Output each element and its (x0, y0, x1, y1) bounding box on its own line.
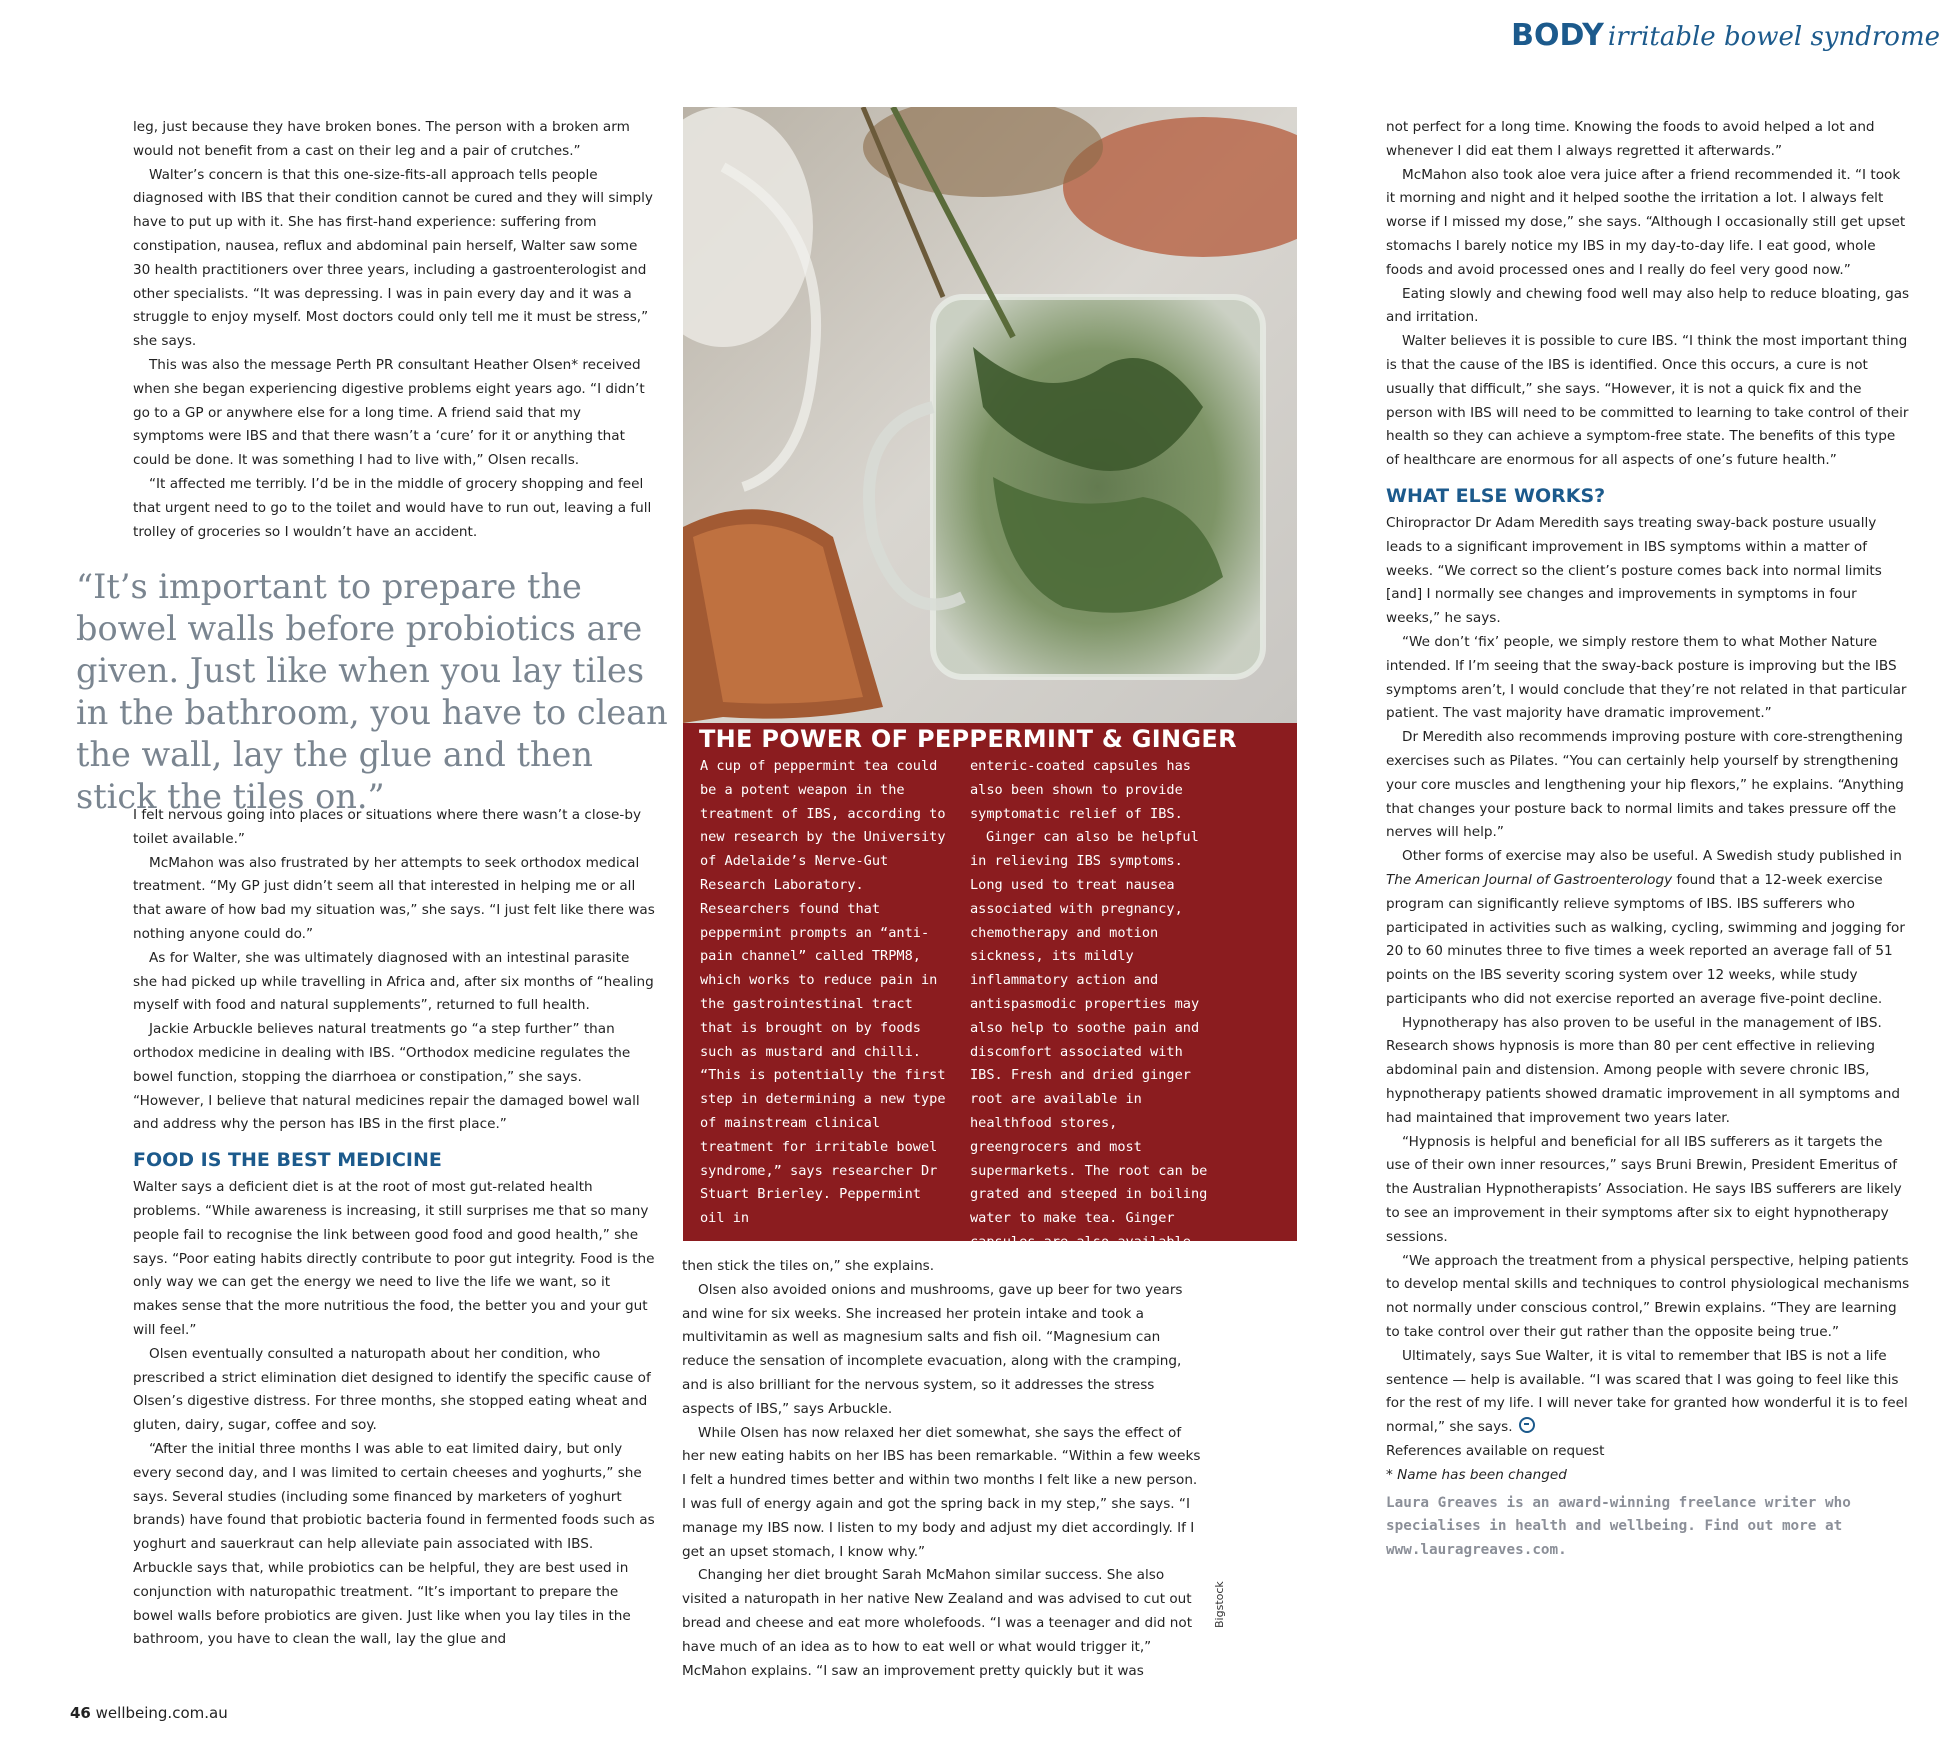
sidebar-title: THE POWER OF PEPPERMINT & GINGER (699, 725, 1237, 753)
page-footer (70, 1704, 228, 1722)
paragraph: “Hypnosis is helpful and beneficial for all IBS sufferers as it targets the use of their own inner resources,” says Bruni Brewin, President Emeritus of the Australian Hypnotherapists’ Association. He says IBS sufferers are likely to see an improvement in their symptoms after six to eight hypnotherapy sessions. (1386, 1133, 1902, 1245)
section-label: BODY (1511, 18, 1604, 53)
paragraph: Dr Meredith also recommends improving posture with core-strengthening exercises such as Pilates. “You can certainly help yourself by strengthening your core muscles and lengthening your hip flexors,” he explains. “Anything that changes your posture back to normal limits and takes pressure off the nerves will help.” (1386, 729, 1904, 841)
paragraph: not perfect for a long time. Knowing the foods to avoid helped a lot and whenever I did eat them I always regretted it afterwards.” (1386, 119, 1875, 159)
section-topic: irritable bowel syndrome (1607, 22, 1940, 52)
text: Other forms of exercise may also be useful. A Swedish study published in (1402, 848, 1902, 865)
paragraph: As for Walter, she was ultimately diagnosed with an intestinal parasite she had picked up while travelling in Africa and, after six months of “healing myself with food and natural supplements”, returned to full health. (133, 949, 654, 1014)
page-number: 46 (70, 1704, 91, 1722)
paragraph: Jackie Arbuckle believes natural treatments go “a step further” than orthodox medicine in dealing with IBS. “Orthodox medicine regulates the bowel function, stopping the diarrhoea or constipation,” she says. “However, I believe that natural medicines repair the damaged bowel wall and address why the person has IBS in the first place.” (133, 1021, 640, 1133)
column-1-bottom (133, 804, 655, 1652)
end-mark-icon (1519, 1417, 1535, 1433)
paragraph: Olsen also avoided onions and mushrooms, gave up beer for two years and wine for six weeks. She increased her protein intake and took a multivitamin as well as magnesium salts and fish oil. “Magnesium can reduce the sensation of incomplete evacuation, along with the cramping, and is also brilliant for the nervous system, so it addresses the stress aspects of IBS,” says Arbuckle. (682, 1281, 1183, 1417)
paragraph: I felt nervous going into places or situations where there wasn’t a close-by toilet available.” (133, 807, 641, 847)
section-header (1511, 18, 1940, 53)
paragraph: McMahon also took aloe vera juice after a friend recommended it. “I took it morning and night and it helped soothe the irritation a lot. I always felt worse if I missed my dose,” she says. “Although I occasionally still get upset stomachs I barely notice my IBS in my day-to-day life. I eat good, whole foods and avoid processed ones and I really do feel very good now.” (1386, 166, 1906, 278)
text: found that a 12-week exercise program can significantly relieve symptoms of IBS. IBS sufferers who participated in activities such as walking, cycling, swimming and jogging for 20 to 60 minutes three to five times a week reported an average fall of 51 points on the IBS severity scoring system over 12 weeks, while study participants who did not exercise reported an average five-point decline. (1386, 871, 1905, 1007)
sidebar-paragraph: enteric-coated capsules has also been shown to provide symptomatic relief of IBS. (970, 758, 1191, 822)
journal-title: The American Journal of Gastroenterology (1386, 871, 1673, 888)
paragraph-final (1386, 1345, 1910, 1440)
sidebar-paragraph: A cup of peppermint tea could be a potent weapon in the treatment of IBS, according to new research by the University of Adelaide’s Nerve-Gut Research Laboratory. Researchers found that peppermint prompts an “anti-pain channel” called TRPM8, which works to reduce pain in the gastrointestinal tract that is brought on by foods such as mustard and chilli. “This is potentially the first step in determining a new type of mainstream clinical treatment for irritable bowel syndrome,” says researcher Dr Stuart Brierley. Peppermint oil in (700, 758, 946, 1227)
paragraph: Chiropractor Dr Adam Meredith says treating sway-back posture usually leads to a significant improvement in IBS symptoms within a matter of weeks. “We correct so the client’s posture comes back into normal limits [and] I normally see changes and improvements in symptoms in four weeks,” he says. (1386, 514, 1882, 627)
paragraph-exercise (1386, 845, 1910, 1012)
paragraph: Hypnotherapy has also proven to be useful in the management of IBS. Research shows hypnosis is more than 80 per cent effective in relieving abdominal pain and distension. Among people with severe chronic IBS, hypnotherapy patients showed dramatic improvement in all symptoms and had maintained that improvement two years later. (1386, 1014, 1901, 1126)
pull-quote: “It’s important to prepare the bowel walls before probiotics are given. Just like when you lay tiles in the bathroom, you have to clean the wall, lay the glue and then stick the tiles on.” (76, 567, 668, 816)
paragraph: Walter says a deficient diet is at the root of most gut-related health problems. “While awareness is increasing, it still surprises me that so many people fail to recognise the link between good food and good health,” she says. “Poor eating habits directly contribute to poor gut integrity. Food is the only way we can get the energy we need to live the life we want, so it makes sense that the more nutritious the food, the better you and your gut will feel.” (133, 1179, 655, 1338)
paragraph: While Olsen has now relaxed her diet somewhat, she says the effect of her new eating habits on her IBS has been remarkable. “Within a few weeks I felt a hundred times better and within two months I felt like a new person. I was full of energy again and got the spring back in my step,” she says. “I manage my IBS now. I listen to my body and adjust my diet accordingly. If I get an upset stomach, I know why.” (682, 1424, 1201, 1560)
name-changed-note: * Name has been changed (1386, 1466, 1567, 1483)
paragraph: This was also the message Perth PR consultant Heather Olsen* received when she began experiencing digestive problems eight years ago. “I didn’t go to a GP or anywhere else for a long time. A friend said that my symptoms were IBS and that there wasn’t a ‘cure’ for it or anything that could be done. It was something I had to live with,” Olsen recalls. (133, 356, 645, 469)
paragraph: Walter believes it is possible to cure IBS. “I think the most important thing is that the cause of the IBS is identified. Once this occurs, a cure is not usually that difficult,” she says. “However, it is not a quick fix and the person with IBS will need to be committed to learning to take control of their health so they can achieve a symptom-free state. The benefits of this type of healthcare are enormous for all aspects of one’s future health.” (1386, 333, 1909, 469)
column-1-top (133, 116, 655, 544)
author-bio: Laura Greaves is an award-winning freelance writer who specialises in health and wellbeing. Find out more at www.lauragreaves.com. (1386, 1494, 1851, 1559)
sidebar-column-2 (970, 755, 1220, 1279)
column-2-bottom (682, 1255, 1202, 1683)
sidebar-column-1 (700, 755, 950, 1231)
sidebar-paragraph: Ginger can also be helpful in relieving IBS symptoms. Long used to treat nausea associated with pregnancy, chemotherapy and motion sickness, its mildly inflammatory action and antispasmodic properties may also help to soothe pain and discomfort associated with IBS. Fresh and dried ginger root are available in healthfood stores, greengrocers and most supermarkets. The root can be grated and steeped in boiling water to make tea. Ginger capsules are also available from healthfood stores. (970, 829, 1208, 1274)
paragraph: McMahon was also frustrated by her attempts to seek orthodox medical treatment. “My GP just didn’t seem all that interested in helping me or all that aware of how bad my situation was,” she says. “I just felt like there was nothing anyone could do.” (133, 854, 655, 942)
subhead-food-medicine: FOOD IS THE BEST MEDICINE (133, 1149, 442, 1172)
paragraph: “We approach the treatment from a physical perspective, helping patients to develop mental skills and techniques to control physiological mechanisms not normally under conscious control,” Brewin explains. “They are learning to take control over their gut rather than the opposite being true.” (1386, 1252, 1910, 1341)
paragraph: Walter’s concern is that this one-size-fits-all approach tells people diagnosed with IBS that their condition cannot be cured and they will simply have to put up with it. She has first-hand experience: suffering from constipation, nausea, reflux and abdominal pain herself, Walter saw some 30 health practitioners over three years, including a gastroenterologist and other specialists. “It was depressing. I was in pain every day and it was a struggle to enjoy myself. Most doctors could only tell me it must be stress,” she says. (133, 166, 653, 350)
text: Ultimately, says Sue Walter, it is vital to remember that IBS is not a life sentence — help is available. “I was scared that I was going to feel like this for the rest of my life. I will never take for granted how wonderful it is to feel normal,” she says. (1386, 1347, 1908, 1436)
references-note: References available on request (1386, 1443, 1605, 1460)
column-3 (1386, 116, 1910, 1563)
paragraph: Changing her diet brought Sarah McMahon similar success. She also visited a naturopath in her native New Zealand and was advised to cut out bread and cheese and eat more wholefoods. “I was a teenager and did not have much of an idea as to how to eat well or what would trigger it,” McMahon explains. “I saw an improvement pretty quickly but it was (682, 1567, 1193, 1679)
paragraph: Olsen eventually consulted a naturopath about her condition, who prescribed a strict elimination diet designed to identify the specific cause of Olsen’s digestive distress. For three months, she stopped eating wheat and gluten, dairy, sugar, coffee and soy. (133, 1345, 651, 1434)
paragraph: “It affected me terribly. I’d be in the middle of grocery shopping and feel that urgent need to go to the toilet and would have to run out, leaving a full trolley of groceries so I wouldn’t have an accident. (133, 475, 652, 540)
paragraph: then stick the tiles on,” she explains. (682, 1258, 935, 1274)
subhead-what-else-works: WHAT ELSE WORKS? (1386, 484, 1606, 507)
tea-photo (683, 107, 1297, 723)
paragraph: Eating slowly and chewing food well may also help to reduce bloating, gas and irritation. (1386, 285, 1910, 326)
paragraph: “After the initial three months I was able to eat limited dairy, but only every second day, and I was limited to certain cheeses and yoghurts,” she says. Several studies (including some financed by marketers of yoghurt brands) have found that probiotic bacteria found in fermented foods such as yoghurt and sauerkraut can help alleviate pain associated with IBS. Arbuckle says that, while probiotics can be helpful, they are best used in conjunction with naturopathic treatment. “It’s important to prepare the bowel walls before probiotics are given. Just like when you lay tiles in the bathroom, you have to clean the wall, lay the glue and (133, 1440, 655, 1648)
photo-credit: Bigstock (1213, 1581, 1226, 1628)
paragraph: leg, just because they have broken bones. The person with a broken arm would not benefit from a cast on their leg and a pair of crutches.” (133, 119, 630, 159)
footer-site: wellbeing.com.au (95, 1704, 228, 1722)
paragraph: “We don’t ‘fix’ people, we simply restore them to what Mother Nature intended. If I’m seeing that the sway-back posture is improving but the IBS symptoms aren’t, I would conclude that they’re not related in that particular patient. The vast majority have dramatic improvement.” (1386, 633, 1907, 722)
